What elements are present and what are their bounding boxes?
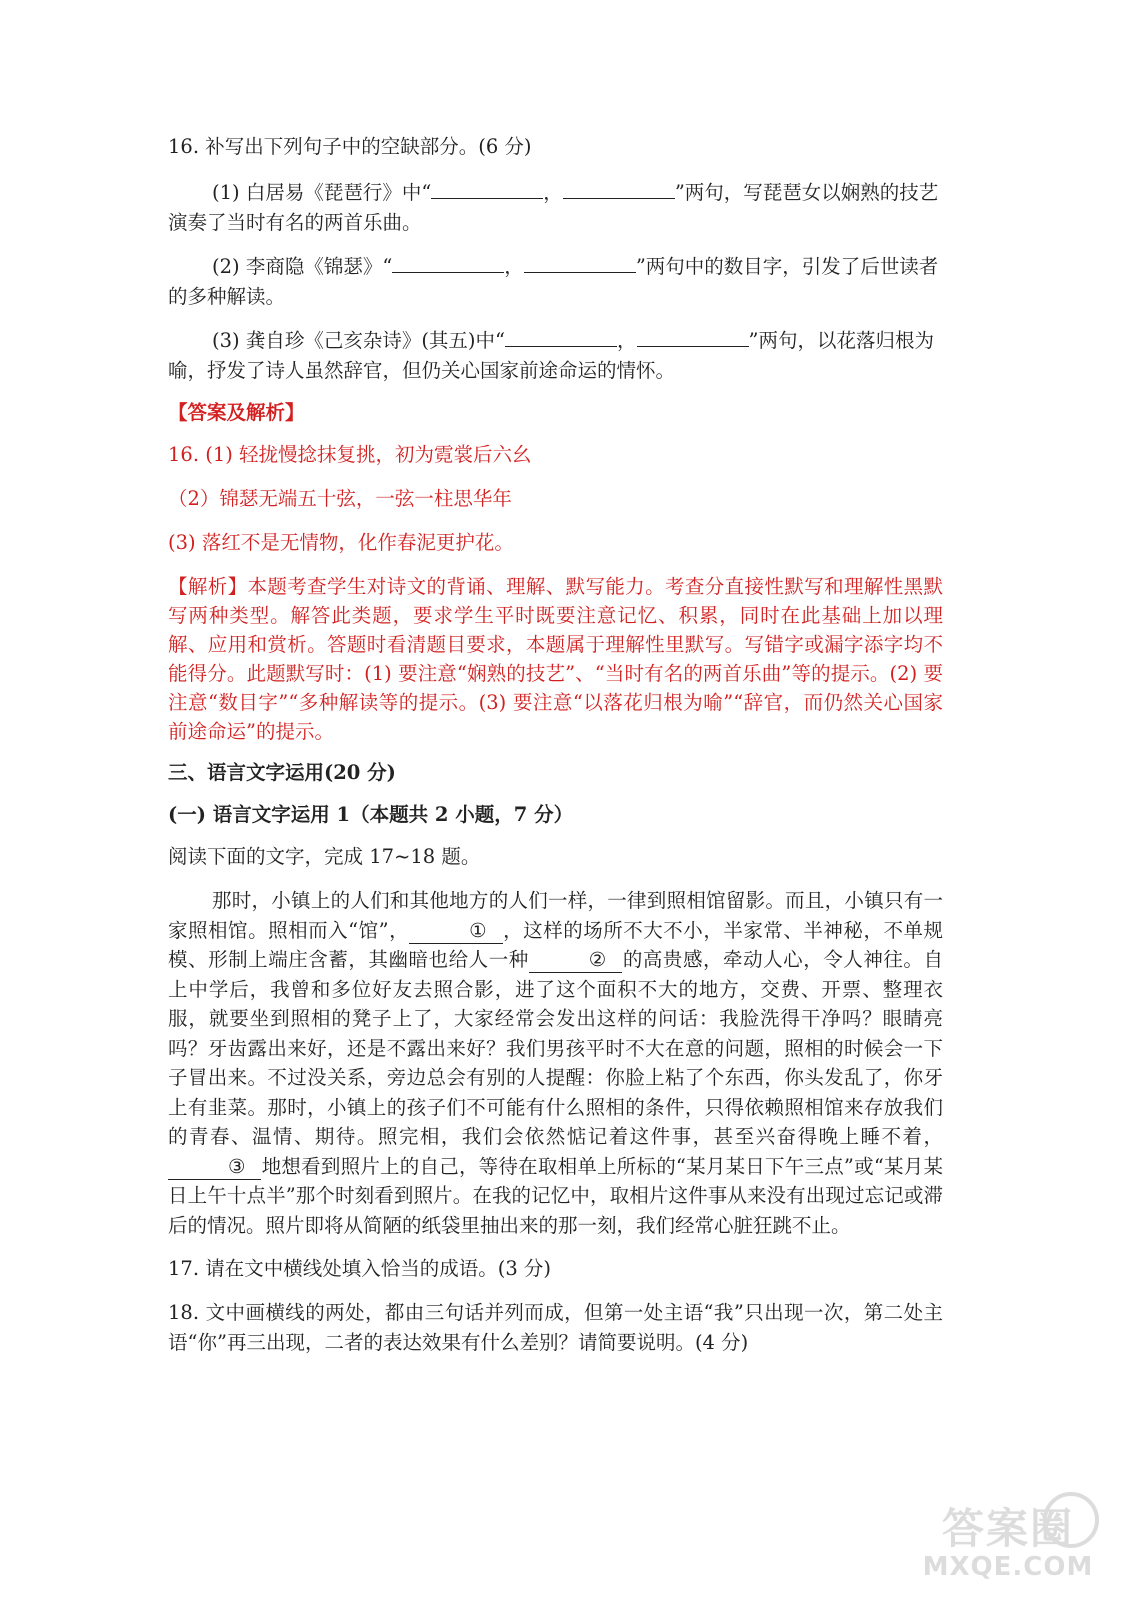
q16-item-1: (1) 白居易《琵琶行》中“ ， ”两句，写琵琶女以娴熟的技艺演奏了当时有名的两首乐曲。 [168, 176, 943, 238]
answer-line-3: (3) 落红不是无情物，化作春泥更护花。 [168, 531, 514, 554]
watermark-top-text: 答案圈 [941, 1504, 1074, 1553]
fill-blank[interactable] [524, 250, 636, 273]
fill-blank[interactable] [392, 250, 504, 273]
answer-line-2: （2）锦瑟无端五十弦，一弦一柱思华年 [168, 487, 512, 510]
watermark-logo [913, 1490, 1103, 1586]
q18: 18. 文中画横线的两处，都由三句话并列而成，但第一处主语“我”只出现一次，第二处主语“你”再三出现，二者的表达效果有什么差别？请简要说明。(4 分) [168, 1301, 943, 1354]
q16-item-3: (3) 龚自珍《己亥杂诗》(其五)中“ ， ”两句，以花落归根为喻，抒发了诗人虽然辞官，但仍关心国家前途命运的情怀。 [168, 324, 943, 386]
section-subtitle: (一) 语言文字运用 1（本题共 2 小题，7 分） [168, 803, 574, 826]
watermark-bottom-text: MXQE.COM [922, 1552, 1094, 1582]
q16-item-2: (2) 李商隐《锦瑟》“ ， ”两句中的数目字，引发了后世读者的多种解读。 [168, 250, 943, 312]
fill-blank[interactable] [505, 324, 617, 347]
exam-page [168, 132, 943, 1358]
blank-1[interactable]: ① [409, 919, 502, 944]
reading-passage: 那时，小镇上的人们和其他地方的人们一样，一律到照相馆留影。而且，小镇只有一家照相馆。照相而入“馆”， ① ，这样的场所不大不小，半家常、半神秘，不单规模、形制上端庄含蓄，其幽暗也给人一种 ② 的高贵感，牵动人心，令人神往。自上中学后，我曾和多位好友去照合影，进了这个面积不大的地方，交费、开票、整理衣服，就要坐到照相的凳子上了，大家经常会发出这样的问话：我脸洗得干净吗？眼睛亮吗？牙齿露出来好，还是不露出来好？我们男孩平时不大在意的问题，照相的时候会一下子冒出来。不过没关系，旁边总会有别的人提醒：你脸上粘了个东西，你头发乱了，你牙上有韭菜。那时，小镇上的孩子们不可能有什么照相的条件，只得依赖照相馆来存放我们的青春、温情、期待。照完相，我们会依然惦记着这件事，甚至兴奋得晚上睡不着，③ 地想看到照片上的自己，等待在取相单上所标的“某月某日下午三点”或“某月某日上午十点半”那个时刻看到照片。在我的记忆中，取相片这件事从来没有出现过忘记或滞后的情况。照片即将从简陋的纸袋里抽出来的那一刻，我们经常心脏狂跳不止。 [168, 889, 943, 1237]
fill-blank[interactable] [637, 324, 749, 347]
reading-instruction: 阅读下面的文字，完成 17~18 题。 [168, 845, 481, 868]
answer-analysis: 【解析】本题考查学生对诗文的背诵、理解、默写能力。考查分直接性默写和理解性黑默写两种类型。解答此类题，要求学生平时既要注意记忆、积累，同时在此基础上加以理解、应用和赏析。答题时看清题目要求，本题属于理解性里默写。写错字或漏字添字均不能得分。此题默写时：(1) 要注意“娴熟的技艺”、“当时有名的两首乐曲”等的提示。(2) 要注意“数目字”“多种解读等的提示。(3) 要注意“以落花归根为喻”“辞官，而仍然关心国家前途命运”的提示。 [168, 575, 943, 743]
fill-blank[interactable] [431, 176, 543, 199]
blank-2[interactable]: ② [529, 948, 622, 973]
answer-heading: 【答案及解析】 [168, 401, 305, 424]
q17: 17. 请在文中横线处填入恰当的成语。(3 分) [168, 1257, 552, 1280]
section-title: 三、语言文字运用(20 分) [168, 761, 396, 784]
answer-line-1: 16. (1) 轻拢慢捻抹复挑，初为霓裳后六幺 [168, 443, 532, 466]
blank-3[interactable]: ③ [168, 1155, 261, 1180]
fill-blank[interactable] [563, 176, 675, 199]
q16-stem: 16. 补写出下列句子中的空缺部分。(6 分) [168, 135, 532, 158]
